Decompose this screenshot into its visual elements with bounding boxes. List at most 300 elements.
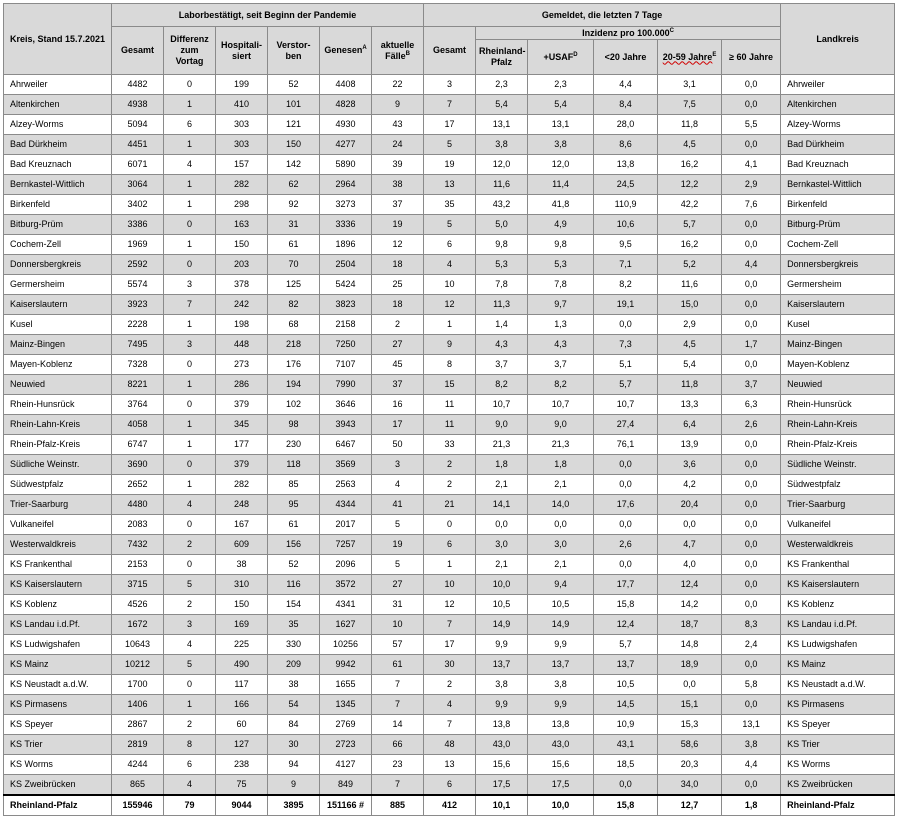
table-row bbox=[4, 635, 895, 655]
inzidenz-20-59-cell: 0,0 bbox=[658, 675, 722, 695]
kreis-cell: Südliche Weinstr. bbox=[4, 455, 112, 475]
landkreis-cell: Kaiserslautern bbox=[781, 295, 895, 315]
hospitalisiert-cell: 410 bbox=[216, 95, 268, 115]
gesamt-cell: 3064 bbox=[112, 175, 164, 195]
gesamt7-cell: 9 bbox=[424, 335, 476, 355]
inzidenz-over60-cell: 0,0 bbox=[722, 495, 781, 515]
gesamt-cell: 2153 bbox=[112, 555, 164, 575]
differenz-cell: 4 bbox=[164, 635, 216, 655]
hospitalisiert-cell: 199 bbox=[216, 75, 268, 95]
gesamt7-cell: 6 bbox=[424, 775, 476, 796]
hospitalisiert-cell: 303 bbox=[216, 135, 268, 155]
inzidenz-usaf-cell: 3,7 bbox=[528, 355, 594, 375]
landkreis-cell: Germersheim bbox=[781, 275, 895, 295]
gesamt-cell: 5574 bbox=[112, 275, 164, 295]
hospitalisiert-header: Hospitali-siert bbox=[216, 27, 268, 75]
kreis-cell: KS Worms bbox=[4, 755, 112, 775]
gesamt7-cell: 12 bbox=[424, 295, 476, 315]
table-row bbox=[4, 335, 895, 355]
table-row bbox=[4, 555, 895, 575]
verstorben-cell: 154 bbox=[268, 595, 320, 615]
genesen-cell: 2096 bbox=[320, 555, 372, 575]
inzidenz-rlp-cell: 15,6 bbox=[476, 755, 528, 775]
verstorben-cell: 118 bbox=[268, 455, 320, 475]
aktuelle-faelle-cell: 43 bbox=[372, 115, 424, 135]
aktuelle-faelle-cell: 4 bbox=[372, 475, 424, 495]
kreis-cell: Bernkastel-Wittlich bbox=[4, 175, 112, 195]
differenz-cell: 0 bbox=[164, 675, 216, 695]
genesen-cell: 3336 bbox=[320, 215, 372, 235]
gesamt7-cell: 5 bbox=[424, 135, 476, 155]
inzidenz-rlp-cell: 2,1 bbox=[476, 555, 528, 575]
hospitalisiert-cell: 248 bbox=[216, 495, 268, 515]
verstorben-cell: 116 bbox=[268, 575, 320, 595]
verstorben-cell: 31 bbox=[268, 215, 320, 235]
verstorben-cell: 68 bbox=[268, 315, 320, 335]
aktuelle-faelle-cell: 23 bbox=[372, 755, 424, 775]
table-row bbox=[4, 575, 895, 595]
inzidenz-over60-cell: 0,0 bbox=[722, 295, 781, 315]
table-row bbox=[4, 515, 895, 535]
landkreis-cell: KS Mainz bbox=[781, 655, 895, 675]
inzidenz-usaf-cell: 14,0 bbox=[528, 495, 594, 515]
hospitalisiert-cell: 150 bbox=[216, 595, 268, 615]
kreis-cell: Bad Dürkheim bbox=[4, 135, 112, 155]
verstorben-cell: 70 bbox=[268, 255, 320, 275]
differenz-cell: 1 bbox=[164, 315, 216, 335]
kreis-cell: Kusel bbox=[4, 315, 112, 335]
gesamt-cell: 4058 bbox=[112, 415, 164, 435]
inzidenz-under20-cell: 110,9 bbox=[594, 195, 658, 215]
genesen-cell: 3572 bbox=[320, 575, 372, 595]
kreis-cell: Kaiserslautern bbox=[4, 295, 112, 315]
landkreis-cell: Altenkirchen bbox=[781, 95, 895, 115]
verstorben-cell: 330 bbox=[268, 635, 320, 655]
inzidenz-under20-cell: 8,2 bbox=[594, 275, 658, 295]
table-row bbox=[4, 215, 895, 235]
table-row bbox=[4, 155, 895, 175]
inzidenz-usaf-cell: 5,3 bbox=[528, 255, 594, 275]
differenz-cell: 6 bbox=[164, 115, 216, 135]
hospitalisiert-cell: 379 bbox=[216, 455, 268, 475]
verstorben-cell: 85 bbox=[268, 475, 320, 495]
inzidenz-20-59-cell: 15,0 bbox=[658, 295, 722, 315]
gesamt7-cell: 21 bbox=[424, 495, 476, 515]
inzidenz-over60-cell: 2,4 bbox=[722, 635, 781, 655]
inzidenz-over60-cell: 0,0 bbox=[722, 135, 781, 155]
landkreis-cell: Bad Dürkheim bbox=[781, 135, 895, 155]
gesamt-cell: 1672 bbox=[112, 615, 164, 635]
table-row bbox=[4, 275, 895, 295]
genesen-cell: 3646 bbox=[320, 395, 372, 415]
gesamt7-cell: 2 bbox=[424, 675, 476, 695]
verstorben-cell: 52 bbox=[268, 75, 320, 95]
landkreis-cell: Trier-Saarburg bbox=[781, 495, 895, 515]
inzidenz-under20-cell: 4,4 bbox=[594, 75, 658, 95]
inzidenz-under20-cell: 7,3 bbox=[594, 335, 658, 355]
inzidenz-usaf-cell: 9,7 bbox=[528, 295, 594, 315]
inzidenz-usaf-cell: 9,0 bbox=[528, 415, 594, 435]
inzidenz-footnote: C bbox=[669, 27, 675, 34]
inzidenz-under20-cell: 8,4 bbox=[594, 95, 658, 115]
genesen-cell: 3273 bbox=[320, 195, 372, 215]
inzidenz-rlp-cell: 10,7 bbox=[476, 395, 528, 415]
landkreis-cell: Neuwied bbox=[781, 375, 895, 395]
inzidenz-rlp-cell: 5,0 bbox=[476, 215, 528, 235]
aktuelle-faelle-cell: 41 bbox=[372, 495, 424, 515]
gesamt7-cell: 8 bbox=[424, 355, 476, 375]
kreis-cell: Donnersbergkreis bbox=[4, 255, 112, 275]
kreis-cell: Altenkirchen bbox=[4, 95, 112, 115]
kreis-cell: KS Zweibrücken bbox=[4, 775, 112, 796]
inzidenz-under20-cell: 10,5 bbox=[594, 675, 658, 695]
inzidenz-20-59-cell: 11,8 bbox=[658, 375, 722, 395]
kreis-cell: KS Ludwigshafen bbox=[4, 635, 112, 655]
inzidenz-20-59-cell: 11,6 bbox=[658, 275, 722, 295]
aktuelle-faelle-cell: 7 bbox=[372, 775, 424, 796]
landkreis-cell: KS Pirmasens bbox=[781, 695, 895, 715]
kreis-cell: Rhein-Pfalz-Kreis bbox=[4, 435, 112, 455]
gesamt-cell: 4938 bbox=[112, 95, 164, 115]
hospitalisiert-cell: 38 bbox=[216, 555, 268, 575]
hospitalisiert-cell: 157 bbox=[216, 155, 268, 175]
inzidenz-20-59-cell: 20,4 bbox=[658, 495, 722, 515]
differenz-cell: 79 bbox=[164, 795, 216, 816]
kreis-stand-header: Kreis, Stand 15.7.2021 bbox=[4, 4, 112, 75]
gesamt-cell: 4526 bbox=[112, 595, 164, 615]
genesen-cell: 4344 bbox=[320, 495, 372, 515]
verstorben-cell: 82 bbox=[268, 295, 320, 315]
inzidenz-over60-cell: 8,3 bbox=[722, 615, 781, 635]
genesen-cell: 5890 bbox=[320, 155, 372, 175]
kreis-cell: KS Kaiserslautern bbox=[4, 575, 112, 595]
aktuelle-faelle-cell: 14 bbox=[372, 715, 424, 735]
differenz-cell: 7 bbox=[164, 295, 216, 315]
inzidenz-rlp-cell: 10,0 bbox=[476, 575, 528, 595]
gesamt-cell: 4482 bbox=[112, 75, 164, 95]
differenz-cell: 3 bbox=[164, 275, 216, 295]
genesen-cell: 1345 bbox=[320, 695, 372, 715]
gesamt7-cell: 19 bbox=[424, 155, 476, 175]
landkreis-cell: Rheinland-Pfalz bbox=[781, 795, 895, 816]
inzidenz-usaf-cell: 13,8 bbox=[528, 715, 594, 735]
aktuelle-faelle-cell: 37 bbox=[372, 195, 424, 215]
inzidenz-usaf-cell: 7,8 bbox=[528, 275, 594, 295]
verstorben-cell: 35 bbox=[268, 615, 320, 635]
landkreis-cell: Rhein-Lahn-Kreis bbox=[781, 415, 895, 435]
inzidenz-under20-cell: 15,8 bbox=[594, 595, 658, 615]
landkreis-cell: Bitburg-Prüm bbox=[781, 215, 895, 235]
inzidenz-over60-cell: 0,0 bbox=[722, 655, 781, 675]
age20-59-footnote: E bbox=[712, 51, 717, 58]
kreis-cell: Westerwaldkreis bbox=[4, 535, 112, 555]
inzidenz-usaf-cell: 21,3 bbox=[528, 435, 594, 455]
table-row bbox=[4, 755, 895, 775]
inzidenz-20-59-cell: 5,2 bbox=[658, 255, 722, 275]
gesamt-cell: 4451 bbox=[112, 135, 164, 155]
inzidenz-under20-cell: 0,0 bbox=[594, 315, 658, 335]
inzidenz-usaf-cell: 0,0 bbox=[528, 515, 594, 535]
landkreis-cell: Rhein-Pfalz-Kreis bbox=[781, 435, 895, 455]
landkreis-cell: Südliche Weinstr. bbox=[781, 455, 895, 475]
inzidenz-over60-cell: 5,5 bbox=[722, 115, 781, 135]
inzidenz-rlp-cell: 9,8 bbox=[476, 235, 528, 255]
genesen-cell: 5424 bbox=[320, 275, 372, 295]
usaf-header bbox=[528, 40, 594, 75]
inzidenz-usaf-cell: 1,8 bbox=[528, 455, 594, 475]
differenz-cell: 3 bbox=[164, 335, 216, 355]
inzidenz-usaf-cell: 2,3 bbox=[528, 75, 594, 95]
hospitalisiert-cell: 303 bbox=[216, 115, 268, 135]
inzidenz-usaf-cell: 10,5 bbox=[528, 595, 594, 615]
inzidenz-rlp-cell: 13,7 bbox=[476, 655, 528, 675]
landkreis-cell: Alzey-Worms bbox=[781, 115, 895, 135]
inzidenz-rlp-cell: 12,0 bbox=[476, 155, 528, 175]
inzidenz-rlp-cell: 9,0 bbox=[476, 415, 528, 435]
landkreis-cell: KS Zweibrücken bbox=[781, 775, 895, 796]
aktuelle-faelle-footnote: B bbox=[405, 50, 410, 57]
table-row bbox=[4, 415, 895, 435]
gesamt-cell: 4480 bbox=[112, 495, 164, 515]
landkreis-cell: Birkenfeld bbox=[781, 195, 895, 215]
inzidenz-20-59-cell: 7,5 bbox=[658, 95, 722, 115]
inzidenz-under20-cell: 18,5 bbox=[594, 755, 658, 775]
differenz-cell: 0 bbox=[164, 75, 216, 95]
hospitalisiert-cell: 378 bbox=[216, 275, 268, 295]
inzidenz-rlp-cell: 11,6 bbox=[476, 175, 528, 195]
aktuelle-faelle-cell: 9 bbox=[372, 95, 424, 115]
inzidenz-rlp-cell: 8,2 bbox=[476, 375, 528, 395]
genesen-cell: 2017 bbox=[320, 515, 372, 535]
inzidenz-usaf-cell: 14,9 bbox=[528, 615, 594, 635]
inzidenz-over60-cell: 0,0 bbox=[722, 95, 781, 115]
inzidenz-rlp-cell: 5,4 bbox=[476, 95, 528, 115]
usaf-footnote: D bbox=[573, 51, 578, 58]
gesamt-cell: 3402 bbox=[112, 195, 164, 215]
inzidenz-over60-cell: 0,0 bbox=[722, 595, 781, 615]
verstorben-cell: 30 bbox=[268, 735, 320, 755]
inzidenz-usaf-cell: 1,3 bbox=[528, 315, 594, 335]
hospitalisiert-cell: 150 bbox=[216, 235, 268, 255]
gesamt-cell: 7432 bbox=[112, 535, 164, 555]
inzidenz-rlp-cell: 0,0 bbox=[476, 515, 528, 535]
inzidenz-usaf-cell: 13,7 bbox=[528, 655, 594, 675]
differenz-cell: 5 bbox=[164, 575, 216, 595]
inzidenz-under20-cell: 12,4 bbox=[594, 615, 658, 635]
table-row bbox=[4, 255, 895, 275]
aktuelle-faelle-cell: 57 bbox=[372, 635, 424, 655]
differenz-cell: 1 bbox=[164, 375, 216, 395]
differenz-cell: 0 bbox=[164, 515, 216, 535]
gesamt7-cell: 5 bbox=[424, 215, 476, 235]
kreis-cell: Rhein-Lahn-Kreis bbox=[4, 415, 112, 435]
differenz-cell: 4 bbox=[164, 155, 216, 175]
table-row bbox=[4, 395, 895, 415]
differenz-cell: 6 bbox=[164, 755, 216, 775]
differenz-cell: 1 bbox=[164, 195, 216, 215]
aktuelle-faelle-cell: 25 bbox=[372, 275, 424, 295]
inzidenz-rlp-cell: 9,9 bbox=[476, 695, 528, 715]
inzidenz-usaf-cell: 2,1 bbox=[528, 475, 594, 495]
gesamt7-cell: 35 bbox=[424, 195, 476, 215]
aktuelle-faelle-cell: 16 bbox=[372, 395, 424, 415]
hospitalisiert-cell: 282 bbox=[216, 175, 268, 195]
inzidenz-usaf-cell: 11,4 bbox=[528, 175, 594, 195]
aktuelle-faelle-cell: 31 bbox=[372, 595, 424, 615]
inzidenz-usaf-cell: 4,3 bbox=[528, 335, 594, 355]
aktuelle-faelle-cell: 45 bbox=[372, 355, 424, 375]
inzidenz-under20-cell: 5,7 bbox=[594, 375, 658, 395]
inzidenz-over60-cell: 0,0 bbox=[722, 575, 781, 595]
gesamt-cell: 3715 bbox=[112, 575, 164, 595]
inzidenz-over60-cell: 0,0 bbox=[722, 475, 781, 495]
inzidenz-rlp-cell: 13,1 bbox=[476, 115, 528, 135]
kreis-cell: KS Landau i.d.Pf. bbox=[4, 615, 112, 635]
hospitalisiert-cell: 9044 bbox=[216, 795, 268, 816]
gesamt-cell: 2819 bbox=[112, 735, 164, 755]
total-row bbox=[4, 795, 895, 816]
verstorben-cell: 142 bbox=[268, 155, 320, 175]
inzidenz-rlp-cell: 10,1 bbox=[476, 795, 528, 816]
landkreis-cell: Mainz-Bingen bbox=[781, 335, 895, 355]
landkreis-cell: Donnersbergkreis bbox=[781, 255, 895, 275]
inzidenz-usaf-cell: 41,8 bbox=[528, 195, 594, 215]
genesen-cell: 1655 bbox=[320, 675, 372, 695]
verstorben-cell: 218 bbox=[268, 335, 320, 355]
verstorben-cell: 95 bbox=[268, 495, 320, 515]
inzidenz-rlp-cell: 3,8 bbox=[476, 135, 528, 155]
inzidenz-under20-cell: 0,0 bbox=[594, 775, 658, 796]
inzidenz-under20-cell: 0,0 bbox=[594, 455, 658, 475]
differenz-cell: 8 bbox=[164, 735, 216, 755]
inzidenz-over60-cell: 3,7 bbox=[722, 375, 781, 395]
kreis-cell: KS Trier bbox=[4, 735, 112, 755]
genesen-cell: 2964 bbox=[320, 175, 372, 195]
table-row bbox=[4, 695, 895, 715]
inzidenz-20-59-cell: 3,1 bbox=[658, 75, 722, 95]
hospitalisiert-cell: 238 bbox=[216, 755, 268, 775]
inzidenz-usaf-cell: 43,0 bbox=[528, 735, 594, 755]
landkreis-cell: Bad Kreuznach bbox=[781, 155, 895, 175]
verstorben-cell: 94 bbox=[268, 755, 320, 775]
table-row bbox=[4, 315, 895, 335]
kreis-cell: Germersheim bbox=[4, 275, 112, 295]
hospitalisiert-cell: 167 bbox=[216, 515, 268, 535]
inzidenz-rlp-cell: 5,3 bbox=[476, 255, 528, 275]
table-row bbox=[4, 535, 895, 555]
table-row bbox=[4, 655, 895, 675]
aktuelle-faelle-cell: 885 bbox=[372, 795, 424, 816]
kreis-cell: Ahrweiler bbox=[4, 75, 112, 95]
gesamt-cell: 7495 bbox=[112, 335, 164, 355]
aktuelle-faelle-cell: 19 bbox=[372, 215, 424, 235]
genesen-cell: 3823 bbox=[320, 295, 372, 315]
genesen-cell: 4408 bbox=[320, 75, 372, 95]
inzidenz-usaf-cell: 9,9 bbox=[528, 695, 594, 715]
inzidenz-under20-cell: 5,7 bbox=[594, 635, 658, 655]
verstorben-cell: 156 bbox=[268, 535, 320, 555]
landkreis-cell: KS Neustadt a.d.W. bbox=[781, 675, 895, 695]
aktuelle-faelle-cell: 50 bbox=[372, 435, 424, 455]
gesamt7-cell: 6 bbox=[424, 535, 476, 555]
hospitalisiert-cell: 60 bbox=[216, 715, 268, 735]
aktuelle-faelle-cell: 39 bbox=[372, 155, 424, 175]
inzidenz-over60-cell: 4,4 bbox=[722, 755, 781, 775]
differenz-cell: 1 bbox=[164, 95, 216, 115]
inzidenz-over60-cell: 0,0 bbox=[722, 535, 781, 555]
inzidenz-over60-cell: 0,0 bbox=[722, 775, 781, 796]
differenz-cell: 1 bbox=[164, 135, 216, 155]
table-row bbox=[4, 735, 895, 755]
aktuelle-faelle-cell: 18 bbox=[372, 255, 424, 275]
inzidenz-20-59-cell: 5,4 bbox=[658, 355, 722, 375]
landkreis-cell: Mayen-Koblenz bbox=[781, 355, 895, 375]
inzidenz-under20-cell: 24,5 bbox=[594, 175, 658, 195]
differenz-cell: 3 bbox=[164, 615, 216, 635]
aktuelle-faelle-cell: 3 bbox=[372, 455, 424, 475]
inzidenz-rlp-cell: 21,3 bbox=[476, 435, 528, 455]
inzidenz-rlp-cell: 10,5 bbox=[476, 595, 528, 615]
inzidenz-20-59-cell: 12,4 bbox=[658, 575, 722, 595]
hospitalisiert-cell: 166 bbox=[216, 695, 268, 715]
verstorben-cell: 176 bbox=[268, 355, 320, 375]
differenz-cell: 0 bbox=[164, 455, 216, 475]
gesamt7-cell: 33 bbox=[424, 435, 476, 455]
verstorben-cell: 125 bbox=[268, 275, 320, 295]
gesamt-cell: 4244 bbox=[112, 755, 164, 775]
table-row bbox=[4, 435, 895, 455]
inzidenz-under20-cell: 13,7 bbox=[594, 655, 658, 675]
inzidenz-usaf-cell: 8,2 bbox=[528, 375, 594, 395]
inzidenz-usaf-cell: 10,7 bbox=[528, 395, 594, 415]
aktuelle-faelle-cell: 7 bbox=[372, 675, 424, 695]
gesamt-cell: 1700 bbox=[112, 675, 164, 695]
verstorben-header: Verstor-ben bbox=[268, 27, 320, 75]
aktuelle-faelle-label: aktuelle Fälle bbox=[380, 39, 415, 61]
landkreis-cell: Westerwaldkreis bbox=[781, 535, 895, 555]
inzidenz-usaf-cell: 9,4 bbox=[528, 575, 594, 595]
hospitalisiert-cell: 298 bbox=[216, 195, 268, 215]
genesen-cell: 7250 bbox=[320, 335, 372, 355]
inzidenz-over60-cell: 3,8 bbox=[722, 735, 781, 755]
landkreis-cell: KS Worms bbox=[781, 755, 895, 775]
verstorben-cell: 61 bbox=[268, 235, 320, 255]
gesamt7-cell: 4 bbox=[424, 255, 476, 275]
inzidenz-under20-cell: 10,9 bbox=[594, 715, 658, 735]
inzidenz-20-59-cell: 4,7 bbox=[658, 535, 722, 555]
inzidenz-label: Inzidenz pro 100.000 bbox=[582, 27, 670, 38]
gesamt7-cell: 3 bbox=[424, 75, 476, 95]
table-row bbox=[4, 495, 895, 515]
kreis-cell: Alzey-Worms bbox=[4, 115, 112, 135]
inzidenz-rlp-cell: 43,2 bbox=[476, 195, 528, 215]
gesamt-cell: 6071 bbox=[112, 155, 164, 175]
gesamt7-header: Gesamt bbox=[424, 27, 476, 75]
kreis-cell: Neuwied bbox=[4, 375, 112, 395]
inzidenz-rlp-cell: 1,8 bbox=[476, 455, 528, 475]
landkreis-cell: Kusel bbox=[781, 315, 895, 335]
inzidenz-rlp-cell: 2,3 bbox=[476, 75, 528, 95]
inzidenz-over60-cell: 2,6 bbox=[722, 415, 781, 435]
landkreis-cell: KS Koblenz bbox=[781, 595, 895, 615]
genesen-cell: 7257 bbox=[320, 535, 372, 555]
gesamt7-cell: 11 bbox=[424, 415, 476, 435]
kreis-cell: KS Frankenthal bbox=[4, 555, 112, 575]
genesen-cell: 4828 bbox=[320, 95, 372, 115]
hospitalisiert-cell: 345 bbox=[216, 415, 268, 435]
gesamt7-cell: 30 bbox=[424, 655, 476, 675]
verstorben-cell: 98 bbox=[268, 415, 320, 435]
